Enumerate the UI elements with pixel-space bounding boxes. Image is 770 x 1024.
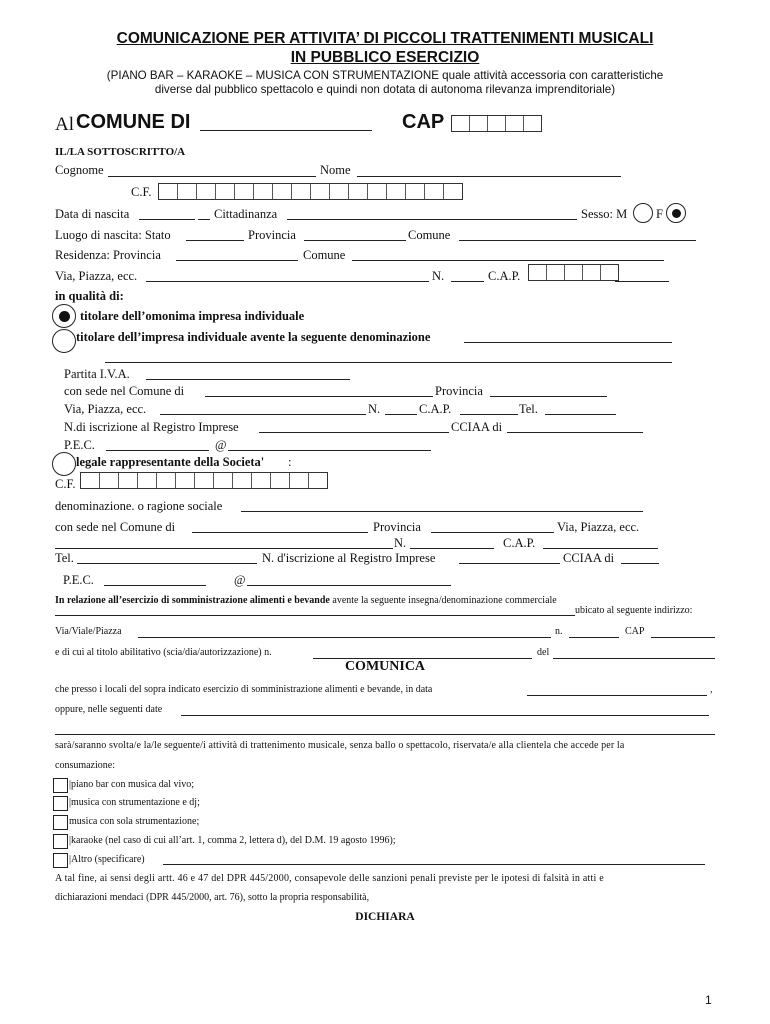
provincia-nascita-label: Provincia (248, 228, 296, 242)
sottoscritto-heading: IL/LA SOTTOSCRITTO/A (55, 146, 186, 158)
dichiarazione-line1: A tal fine, ai sensi degli artt. 46 e 47 del DPR 445/2000, consapevole delle sanzioni penali previste per le ipotesi di falsità in atti e (55, 873, 604, 884)
comune-field[interactable] (200, 130, 372, 131)
via-field[interactable] (146, 281, 429, 282)
residenza-label: Residenza: Provincia (55, 248, 161, 262)
societa-numero-field[interactable] (410, 548, 494, 549)
impresa-cap-field[interactable] (460, 414, 518, 415)
comune-nascita-field[interactable] (459, 240, 696, 241)
nome-field[interactable] (357, 176, 621, 177)
dichiara-heading: DICHIARA (355, 911, 415, 923)
impresa-cciaa-label: CCIAA di (451, 420, 503, 434)
impresa-registro-field[interactable] (259, 432, 449, 433)
impresa-tel-label: Tel. (519, 402, 538, 416)
oppure-label: oppure, nelle seguenti date (55, 704, 163, 715)
impresa-via-field[interactable] (160, 414, 366, 415)
titolare-omonima-label: titolare dell’omonima impresa individuale (80, 309, 305, 323)
residenza-comune-label: Comune (303, 248, 346, 262)
societa-provincia-label: Provincia (373, 520, 421, 534)
piano-bar-checkbox[interactable] (53, 778, 68, 793)
data-nascita-extra-field[interactable] (198, 219, 210, 220)
impresa-numero-field[interactable] (385, 414, 417, 415)
provincia-nascita-field[interactable] (304, 240, 406, 241)
recipient-comune-label: COMUNE DI (76, 111, 191, 133)
titolare-denominazione-radio[interactable] (52, 329, 76, 353)
cognome-field[interactable] (108, 176, 316, 177)
document-title-line1: COMUNICAZIONE PER ATTIVITA’ DI PICCOLI TRATTENIMENTI MUSICALI (116, 30, 654, 47)
comunica-presso-text: che presso i locali del sopra indicato esercizio di somministrazione alimenti e bevande, in data (55, 684, 433, 695)
piva-label: Partita I.V.A. (64, 367, 130, 381)
residenza-cap-extra-field[interactable] (615, 281, 669, 282)
data-nascita-label: Data di nascita (55, 207, 130, 221)
impresa-via-label: Via, Piazza, ecc. (64, 402, 147, 416)
recipient-al: Al (55, 114, 74, 135)
residenza-comune-field[interactable] (352, 260, 664, 261)
societa-numero-label: N. (394, 536, 407, 550)
legale-rappresentante-radio[interactable] (52, 452, 76, 476)
denominazione-field[interactable] (464, 342, 672, 343)
sesso-f-radio[interactable] (666, 203, 686, 223)
karaoke-label: |karaoke (nel caso di cui all’art. 1, comma 2, lettera d), del D.M. 19 agosto 1996); (69, 835, 396, 846)
comune-nascita-label: Comune (408, 228, 451, 242)
residenza-provincia-field[interactable] (176, 260, 298, 261)
impresa-cap-label: C.A.P. (419, 402, 452, 416)
societa-sede-field[interactable] (192, 532, 368, 533)
altro-field[interactable] (163, 864, 705, 865)
residenza-cap-boxes[interactable] (528, 264, 619, 281)
stato-field[interactable] (186, 240, 244, 241)
insegna-field[interactable] (55, 615, 575, 616)
impresa-pec-user-field[interactable] (106, 450, 209, 451)
luogo-nascita-label: Luogo di nascita: Stato (55, 228, 171, 242)
esercizio-intro-bold: In relazione all’esercizio di somministrazione alimenti e bevande (55, 595, 330, 606)
comunica-presso-comma: , (710, 684, 713, 695)
esercizio-numero-label: n. (555, 626, 563, 637)
impresa-pec-label: P.E.C. (64, 438, 95, 452)
recipient-cap-label: CAP (402, 111, 445, 133)
impresa-pec-domain-field[interactable] (228, 450, 431, 451)
societa-pec-domain-field[interactable] (247, 585, 451, 586)
piva-field[interactable] (146, 379, 350, 380)
impresa-provincia-field[interactable] (490, 396, 607, 397)
sola-strumentazione-checkbox[interactable] (53, 815, 68, 830)
societa-cf-boxes[interactable] (80, 472, 328, 489)
karaoke-checkbox[interactable] (53, 834, 68, 849)
impresa-tel-field[interactable] (545, 414, 616, 415)
sesso-m-radio[interactable] (633, 203, 653, 223)
via-label: Via, Piazza, ecc. (55, 269, 138, 283)
piano-bar-label: |piano bar con musica dal vivo; (69, 779, 195, 790)
data-nascita-field[interactable] (139, 219, 195, 220)
comunica-data-field[interactable] (527, 695, 707, 696)
societa-cciaa-field[interactable] (621, 563, 659, 564)
societa-cap-label: C.A.P. (503, 536, 536, 550)
cf-boxes[interactable] (158, 183, 463, 200)
sesso-f-label: F (656, 207, 663, 221)
esercizio-cap-label: CAP (625, 626, 645, 637)
musica-dj-label: |musica con strumentazione e dj; (69, 797, 200, 808)
musica-dj-checkbox[interactable] (53, 796, 68, 811)
cf-label: C.F. (131, 185, 152, 199)
titolo-del-label: del (537, 647, 550, 658)
titolo-abilitativo-label: e di cui al titolo abilitativo (scia/dia/autorizzazione) n. (55, 647, 272, 658)
numero-label: N. (432, 269, 445, 283)
qualita-heading: in qualità di: (55, 289, 124, 303)
societa-provincia-field[interactable] (431, 532, 554, 533)
esercizio-intro-rest: avente la seguente insegna/denominazione commerciale (332, 595, 557, 606)
esercizio-via-label: Via/Viale/Piazza (55, 626, 122, 637)
ubicato-label: ubicato al seguente indirizzo: (575, 605, 693, 616)
cittadinanza-field[interactable] (287, 219, 577, 220)
legale-rappresentante-colon: : (288, 455, 292, 469)
societa-via-label: Via, Piazza, ecc. (557, 520, 640, 534)
document-title-line2: IN PUBBLICO ESERCIZIO (290, 49, 480, 66)
svolta-text-line1: sarà/saranno svolta/e la/le seguente/i attività di trattenimento musicale, senza ballo o spettacolo, riservata/e alla clientela che accede per la (55, 740, 625, 751)
societa-cap-field[interactable] (543, 548, 658, 549)
impresa-sede-field[interactable] (205, 396, 433, 397)
societa-pec-user-field[interactable] (104, 585, 206, 586)
oppure-date-field-line2[interactable] (55, 734, 715, 735)
cittadinanza-label: Cittadinanza (214, 207, 278, 221)
document-subtitle-line2: diverse dal pubblico spettacolo e quindi non dotata di autonoma rilevanza imprenditoriale) (154, 83, 616, 96)
recipient-cap-boxes[interactable] (451, 115, 542, 132)
esercizio-numero-field[interactable] (569, 637, 619, 638)
impresa-cciaa-field[interactable] (507, 432, 643, 433)
esercizio-cap-field[interactable] (651, 637, 715, 638)
legale-rappresentante-label: legale rappresentante della Societa' (76, 455, 265, 469)
impresa-numero-label: N. (368, 402, 381, 416)
sesso-label: Sesso: M (581, 207, 628, 221)
impresa-registro-label: N.di iscrizione al Registro Imprese (64, 420, 239, 434)
comunica-heading: COMUNICA (344, 659, 426, 674)
altro-checkbox[interactable] (53, 853, 68, 868)
societa-tel-field[interactable] (77, 563, 257, 564)
svolta-text-line2: consumazione: (55, 760, 115, 771)
societa-cciaa-label: CCIAA di (563, 551, 615, 565)
societa-registro-field[interactable] (459, 563, 560, 564)
societa-cf-label: C.F. (55, 477, 76, 491)
document-subtitle-line1: (PIANO BAR – KARAOKE – MUSICA CON STRUMENTAZIONE quale attività accessoria con caratteristiche (106, 69, 664, 82)
numero-field[interactable] (451, 281, 484, 282)
sola-strumentazione-label: musica con sola strumentazione; (69, 816, 200, 827)
societa-registro-label: N. d'iscrizione al Registro Imprese (262, 551, 436, 565)
societa-tel-label: Tel. (55, 551, 74, 565)
societa-via-field[interactable] (55, 548, 393, 549)
denominazione-field-line2[interactable] (105, 362, 672, 363)
societa-pec-label: P.E.C. (63, 573, 94, 587)
page-number: 1 (705, 993, 712, 1007)
altro-label: |Altro (specificare) (69, 854, 145, 865)
impresa-provincia-label: Provincia (435, 384, 483, 398)
ragione-sociale-field[interactable] (241, 511, 643, 512)
societa-pec-at: @ (234, 573, 246, 587)
ragione-sociale-label: denominazione. o ragione sociale (55, 499, 223, 513)
esercizio-intro (55, 595, 557, 606)
dichiarazione-line2: dichiarazioni mendaci (DPR 445/2000, art. 76), sotto la propria responsabilità, (55, 892, 370, 903)
nome-label: Nome (320, 163, 351, 177)
residenza-cap-label: C.A.P. (488, 269, 521, 283)
titolare-denominazione-label: titolare dell’impresa individuale avente la seguente denominazione (76, 330, 431, 344)
titolare-omonima-radio[interactable] (52, 304, 76, 328)
esercizio-via-field[interactable] (138, 637, 551, 638)
oppure-date-field[interactable] (181, 715, 709, 716)
impresa-sede-label: con sede nel Comune di (64, 384, 185, 398)
impresa-pec-at: @ (215, 438, 227, 452)
societa-sede-label: con sede nel Comune di (55, 520, 176, 534)
cognome-label: Cognome (55, 163, 104, 177)
